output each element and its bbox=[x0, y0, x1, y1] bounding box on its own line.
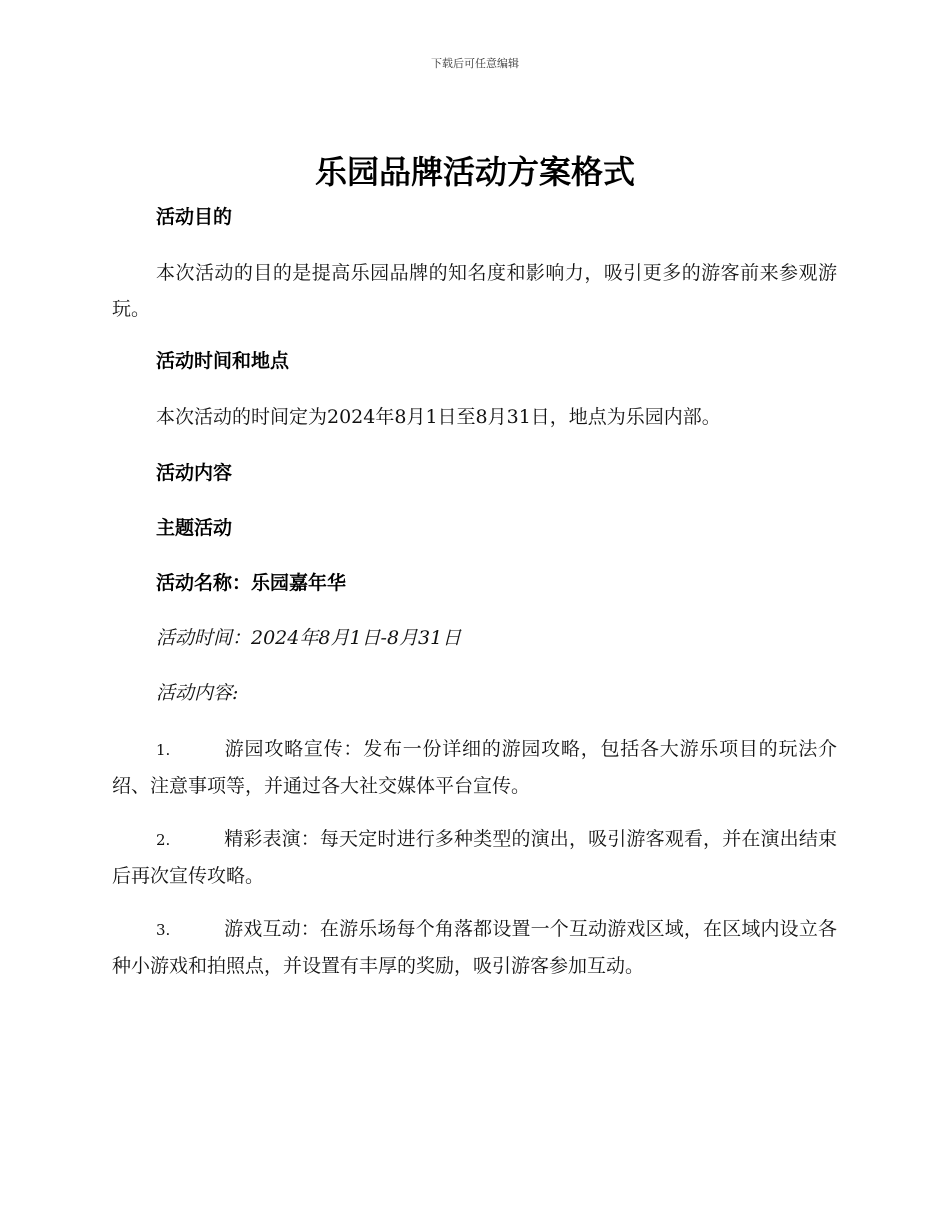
document-body bbox=[112, 200, 837, 1001]
page-title: 乐园品牌活动方案格式 bbox=[314, 153, 635, 191]
purpose-paragraph: 本次活动的目的是提高乐园品牌的知名度和影响力，吸引更多的游客前来参观游玩。 bbox=[112, 262, 837, 320]
list-item bbox=[112, 731, 837, 804]
event-name: 活动名称：乐园嘉年华 bbox=[156, 572, 347, 594]
list-item-text: 游戏互动：在游乐场每个角落都设置一个互动游戏区域，在区域内设立各种小游戏和拍照点，并设置有丰厚的奖励，吸引游客参加互动。 bbox=[112, 918, 837, 977]
event-content-label: 活动内容: bbox=[156, 682, 239, 704]
list-item-text: 精彩表演：每天定时进行多种类型的演出，吸引游客观看，并在演出结束后再次宣传攻略。 bbox=[112, 828, 837, 887]
list-item bbox=[112, 821, 837, 894]
event-time: 活动时间：2024年8月1日-8月31日 bbox=[156, 627, 462, 649]
list-item bbox=[112, 911, 837, 984]
theme-heading: 主题活动 bbox=[156, 517, 233, 539]
list-item-text: 游园攻略宣传：发布一份详细的游园攻略，包括各大游乐项目的玩法介绍、注意事项等，并通过各大社交媒体平台宣传。 bbox=[112, 738, 837, 797]
header-note: 下载后可任意编辑 bbox=[431, 57, 519, 70]
time-place-paragraph: 本次活动的时间定为2024年8月1日至8月31日，地点为乐园内部。 bbox=[156, 406, 721, 428]
time-place-heading: 活动时间和地点 bbox=[156, 350, 290, 372]
content-heading: 活动内容 bbox=[156, 462, 233, 484]
list-item-number: 3. bbox=[156, 921, 171, 939]
list-item-number: 2. bbox=[156, 831, 171, 849]
purpose-heading: 活动目的 bbox=[156, 206, 233, 228]
list-item-number: 1. bbox=[156, 741, 171, 759]
